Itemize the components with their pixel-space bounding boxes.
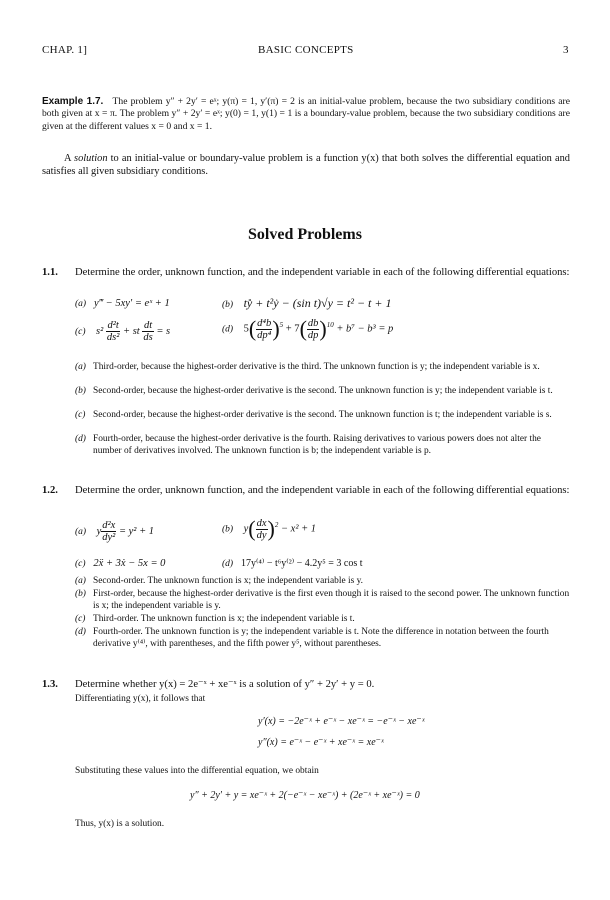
- equation-1-2-b: (b) y( $\frac{dx}{dy}$ )$^2$ − x² + 1: [222, 516, 317, 541]
- solution-line: Substituting these values into the differential equation, we obtain: [75, 766, 319, 776]
- definition-term: solution: [74, 153, 108, 164]
- substitution-equation: y″ + 2y′ + y = xe⁻ˣ + 2(−e⁻ˣ − xe⁻ˣ) + (2e⁻ˣ + xe⁻ˣ) = 0: [190, 790, 420, 801]
- definition-prefix: A: [64, 153, 75, 164]
- answer-1-1-c: (c) Second-order, because the highest-order derivative is the second. The unknown function is t; the independent variable is s.: [75, 410, 552, 420]
- answer-1-1-d: (d) Fourth-order, because the highest-order derivative is the fourth. Raising derivatives to various powers does not alter the number of derivatives involved. The unknown function is b; the independent variable is p.: [75, 434, 541, 456]
- definition-paragraph: [42, 152, 570, 178]
- derivative-second: y″(x) = e⁻ˣ − e⁻ˣ + xe⁻ˣ = xe⁻ˣ: [258, 737, 384, 748]
- equation-1-1-d: (d) 5( $\frac{\text{d⁴b}}{\text{dp⁴}}$ )$^5$ + 7( $\frac{db}{dp}$ )$^{10}$ + b⁷ − b³ = p: [222, 316, 394, 341]
- equation-1-2-c: (c) 2ẍ + 3ẋ − 5x = 0: [75, 558, 166, 569]
- equation-1-2-d: (d) 17y⁽⁴⁾ − t⁶y⁽²⁾ − 4.2y⁵ = 3 cos t: [222, 558, 363, 569]
- example-text: The problem y″ + 2y′ = eˣ; y(π) = 1, y′(π) = 2 is an initial-value problem, because the two subsidiary conditions are both given at x = π. The problem y″ + 2y′ = eˣ; y(0) = 1, y(1) = 1 is a boundary-value problem, because the two subsidiary conditions are given at the different values x = 0 and x = 1.: [42, 96, 570, 132]
- answer-1-2-c: (c) Third-order. The unknown function is x; the independent variable is t.: [75, 614, 355, 624]
- example-label: Example 1.7.: [42, 96, 104, 107]
- problem-statement: Determine whether y(x) = 2e⁻ˣ + xe⁻ˣ is a solution of y″ + 2y′ + y = 0.: [75, 679, 375, 690]
- problem-number: 1.3.: [42, 679, 58, 690]
- equation-1-1-b: (b) ty̎ + t²ẏ − (sin t)√y = t² − t + 1: [222, 296, 392, 310]
- problem-number: 1.1.: [42, 267, 58, 278]
- problem-number: 1.2.: [42, 485, 58, 496]
- answer-1-1-b: (b) Second-order, because the highest-order derivative is the second. The unknown function is y; the independent variable is t.: [75, 386, 553, 396]
- conclusion: Thus, y(x) is a solution.: [75, 819, 165, 829]
- derivative-first: y′(x) = −2e⁻ˣ + e⁻ˣ − xe⁻ˣ = −e⁻ˣ − xe⁻ˣ: [258, 716, 425, 727]
- running-head-title: BASIC CONCEPTS: [258, 44, 354, 56]
- equation-1-2-a: (a) y $\frac{\text{d²x}}{\text{dy²}}$ = y² + 1: [75, 520, 155, 543]
- equation-1-1-a: (a) y‴ − 5xy′ = eˣ + 1: [75, 298, 170, 309]
- problem-statement: Determine the order, unknown function, and the independent variable in each of the following differential equations:: [75, 267, 570, 278]
- page-number: 3: [563, 44, 569, 56]
- answer-1-1-a: (a) Third-order, because the highest-order derivative is the third. The unknown function is y; the independent variable is x.: [75, 362, 540, 372]
- problem-statement: Determine the order, unknown function, and the independent variable in each of the following differential equations:: [75, 485, 570, 496]
- definition-rest: to an initial-value or boundary-value problem is a function y(x) that both solves the differential equation and satisfies all given subsidiary conditions.: [42, 153, 570, 177]
- answer-1-2-d: (d) Fourth-order. The unknown function is y; the independent variable is t. Note the difference in notation between the fourth derivative y⁽⁴⁾, with parentheses, and the fifth power y⁵, without parentheses.: [75, 627, 549, 649]
- equation-1-1-c: (c) s² $\frac{\text{d²t}}{\text{ds²}}$ + st $\frac{dt}{ds}$ = s: [75, 320, 171, 343]
- solution-line: Differentiating y(x), it follows that: [75, 694, 206, 704]
- answer-1-2-a: (a) Second-order. The unknown function is x; the independent variable is y.: [75, 576, 363, 586]
- answer-1-2-b: (b) First-order, because the highest-order derivative is the first even though it is raised to the second power. The unknown function is x; the independent variable is y.: [75, 589, 570, 611]
- running-head-chapter: CHAP. 1]: [42, 44, 88, 56]
- example-paragraph: [42, 96, 570, 133]
- section-title: Solved Problems: [248, 226, 362, 243]
